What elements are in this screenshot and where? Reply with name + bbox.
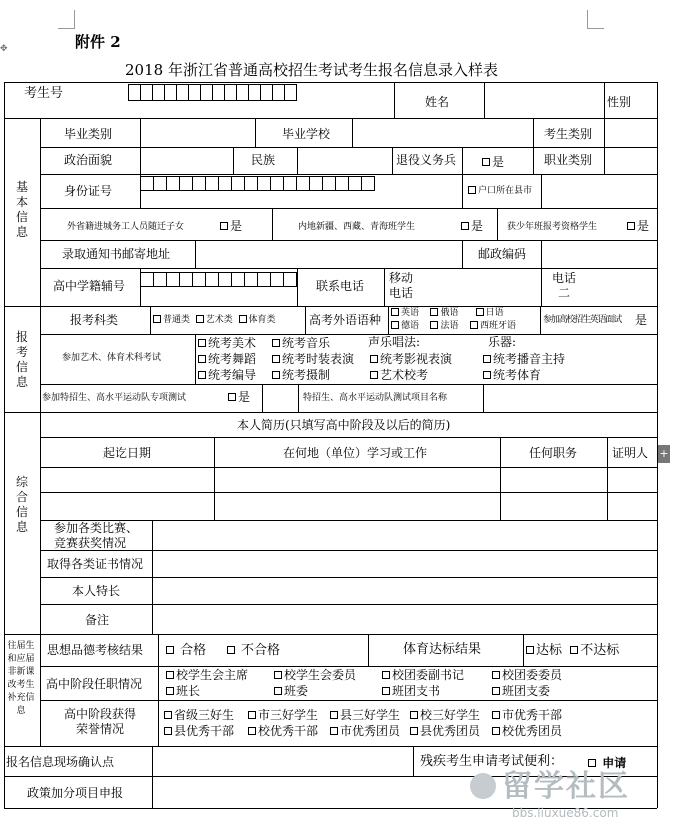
id-digit-box[interactable] — [231, 176, 245, 191]
option-item[interactable]: 校学生会委员 — [274, 667, 382, 683]
opt-minority[interactable]: 是 — [627, 219, 649, 233]
col-position: 任何职务 — [529, 446, 578, 460]
label-foreign-lang: 高考外语语种 — [309, 313, 382, 327]
option-item[interactable]: 市三好学生 — [248, 707, 330, 723]
checkbox-icon[interactable] — [330, 727, 338, 735]
label-postcode: 邮政编码 — [478, 247, 527, 261]
student-digit-box[interactable] — [257, 272, 271, 287]
checkbox-icon[interactable] — [492, 711, 500, 719]
checkbox-icon[interactable] — [248, 727, 256, 735]
option-yishu[interactable]: 艺术类 — [196, 315, 233, 325]
art-col-2[interactable] — [272, 335, 354, 383]
option-item[interactable]: 市优秀团员 — [330, 723, 410, 739]
option-item[interactable]: 班长 — [166, 683, 274, 699]
col-witness: 证明人 — [612, 446, 649, 460]
label-political: 政治面貌 — [64, 153, 113, 167]
checkbox-icon[interactable] — [248, 711, 256, 719]
option-row — [164, 723, 572, 739]
checkbox-icon[interactable] — [166, 687, 174, 695]
opt-special-test[interactable]: 是 — [228, 390, 250, 404]
label-vocal: 声乐唱法: — [368, 335, 421, 349]
checkbox-icon[interactable] — [492, 687, 500, 695]
label-migrant: 外省籍进城务工人员随迁子女 — [67, 222, 185, 232]
label-bonus: 政策加分项目申报 — [27, 786, 124, 800]
checkbox-icon[interactable] — [482, 158, 490, 166]
art-col-3[interactable] — [370, 351, 452, 383]
form-title: 2018 年浙江省普通高校招生考试考生报名信息录入样表 — [125, 61, 498, 79]
moral-options[interactable] — [166, 644, 280, 658]
checkbox-icon[interactable] — [272, 339, 280, 347]
section-basic: 基本信息 — [15, 180, 28, 239]
label-oral-exam: 参加高校招生英语面试 — [543, 315, 622, 325]
option-item[interactable]: 校学生会主席 — [166, 667, 274, 683]
label-positions: 高中阶段任职情况 — [46, 677, 143, 691]
checkbox-icon[interactable] — [627, 222, 635, 230]
label-occupation: 职业类别 — [544, 153, 593, 167]
option-music[interactable]: 统考音乐 — [272, 335, 354, 351]
honors-options[interactable] — [164, 707, 572, 739]
id-digit-box[interactable] — [335, 176, 349, 191]
checkbox-icon[interactable] — [430, 321, 438, 329]
option-english[interactable]: 英语 — [391, 308, 419, 318]
student-digit-box[interactable] — [231, 272, 245, 287]
label-mail-addr: 录取通知书邮寄地址 — [62, 247, 171, 261]
student-digit-box[interactable] — [270, 272, 284, 287]
id-digit-box[interactable] — [140, 176, 154, 191]
label-special-test: 参加特招生、高水平运动队专项测试 — [42, 393, 187, 403]
checkbox-icon[interactable] — [391, 308, 399, 316]
label-competition: 参加各类比赛、竞赛获奖情况 — [54, 521, 139, 550]
lang-options-row2[interactable] — [391, 321, 516, 332]
label-special-name: 特招生、高水平运动队测试项目名称 — [303, 393, 448, 403]
label-instrument: 乐器: — [488, 335, 517, 349]
label-candidate-type: 考生类别 — [544, 127, 593, 141]
checkbox-icon[interactable] — [330, 711, 338, 719]
label-hukou: 户口所在县市 — [468, 186, 532, 197]
option-broadcast[interactable]: 统考播音主持 — [483, 351, 565, 367]
option-pass[interactable]: 合格 — [166, 643, 206, 658]
id-digit-box[interactable] — [296, 176, 310, 191]
id-digit-box[interactable] — [322, 176, 336, 191]
checkbox-icon[interactable] — [410, 727, 418, 735]
label-name: 姓名 — [425, 95, 450, 109]
label-honors: 高中阶段获得荣誉情况 — [64, 707, 137, 736]
id-digit-box[interactable] — [348, 176, 362, 191]
option-acting[interactable]: 统考影视表演 — [370, 351, 452, 367]
label-contact-phone: 联系电话 — [316, 279, 365, 293]
watermark-text: 留学社区 — [502, 769, 630, 804]
checkbox-icon[interactable] — [272, 371, 280, 379]
watermark-url: bbs.liuxue86.com — [512, 806, 619, 820]
checkbox-icon[interactable] — [391, 321, 399, 329]
checkbox-icon[interactable] — [274, 687, 282, 695]
label-fitness: 体育达标结果 — [403, 642, 482, 657]
opt-veteran[interactable]: 是 — [482, 155, 504, 169]
student-digit-box[interactable] — [179, 272, 193, 287]
student-digit-box[interactable] — [283, 272, 297, 287]
col-dates: 起讫日期 — [103, 446, 152, 460]
opt-disabled[interactable]: 申请 — [588, 756, 626, 770]
option-direct[interactable]: 统考编导 — [198, 367, 256, 383]
checkbox-icon[interactable] — [196, 315, 204, 323]
watermark-logo-icon — [470, 773, 496, 799]
option-art[interactable]: 统考美术 — [198, 335, 256, 351]
option-item[interactable]: 校团委委员 — [492, 667, 582, 683]
checkbox-icon[interactable] — [198, 339, 206, 347]
option-fashion[interactable]: 统考时装表演 — [272, 351, 354, 367]
label-apply-type: 报考科类 — [70, 313, 119, 327]
checkbox-icon[interactable] — [483, 371, 491, 379]
checkbox-icon[interactable] — [153, 315, 161, 323]
student-digit-box[interactable] — [205, 272, 219, 287]
id-digit-box[interactable] — [205, 176, 219, 191]
opt-migrant[interactable]: 是 — [220, 219, 242, 233]
option-item[interactable]: 校三好学生 — [410, 707, 492, 723]
label-mobile: 移动电话 — [389, 271, 414, 300]
apply-type-options[interactable] — [153, 315, 276, 326]
option-item[interactable]: 县优秀团员 — [410, 723, 492, 739]
option-row — [164, 707, 572, 723]
option-item[interactable]: 校团委副书记 — [382, 667, 492, 683]
option-sports[interactable]: 统考体育 — [483, 367, 565, 383]
checkbox-icon[interactable] — [492, 727, 500, 735]
crop-mark-right — [587, 10, 604, 29]
exam-digit-box[interactable] — [284, 84, 297, 101]
section-supplement: 往届生和应届非新课改考生补充信息 — [7, 641, 35, 716]
label-ethnicity: 民族 — [251, 153, 276, 167]
id-digit-box[interactable] — [179, 176, 193, 191]
checkbox-icon[interactable] — [239, 315, 247, 323]
option-school-art[interactable]: 艺术校考 — [370, 367, 452, 383]
option-fail[interactable]: 不合格 — [227, 643, 280, 658]
anchor-icon[interactable]: ✥ — [0, 44, 8, 54]
attachment-label: 附件 2 — [75, 33, 121, 51]
checkbox-icon[interactable] — [483, 355, 491, 363]
checkbox-icon[interactable] — [228, 393, 236, 401]
option-spanish[interactable]: 西班牙语 — [470, 321, 516, 331]
option-item[interactable]: 县优秀干部 — [164, 723, 248, 739]
label-art-exam: 参加艺术、体育术科考试 — [62, 353, 162, 363]
label-confirm: 报名信息现场确认点 — [6, 755, 115, 769]
checkbox-icon[interactable] — [220, 222, 228, 230]
checkbox-icon[interactable] — [370, 371, 378, 379]
option-item[interactable]: 校优秀干部 — [248, 723, 330, 739]
checkbox-icon[interactable] — [570, 646, 578, 654]
option-item[interactable]: 班团支委 — [492, 683, 582, 699]
id-digit-box[interactable] — [257, 176, 271, 191]
option-german[interactable]: 德语 — [391, 321, 419, 331]
positions-options[interactable] — [166, 667, 582, 699]
student-digit-box[interactable] — [244, 272, 258, 287]
checkbox-icon[interactable] — [430, 308, 438, 316]
option-item[interactable]: 班团支书 — [382, 683, 492, 699]
id-digit-box[interactable] — [166, 176, 180, 191]
option-tiyu[interactable]: 体育类 — [239, 315, 276, 325]
option-film[interactable]: 统考摄制 — [272, 367, 354, 383]
label-veteran: 退役义务兵 — [396, 153, 457, 167]
checkbox-icon[interactable] — [382, 671, 390, 679]
checkbox-icon[interactable] — [461, 222, 469, 230]
option-row — [166, 683, 582, 699]
fitness-options[interactable] — [526, 644, 619, 658]
id-digit-box[interactable] — [309, 176, 323, 191]
checkbox-icon[interactable] — [410, 711, 418, 719]
id-digit-box[interactable] — [244, 176, 258, 191]
art-col-1[interactable] — [198, 335, 256, 383]
student-digit-box[interactable] — [192, 272, 206, 287]
section-comprehensive: 综合信息 — [15, 475, 28, 534]
label-moral: 思想品德考核结果 — [47, 643, 144, 657]
label-remarks: 备注 — [85, 613, 110, 627]
option-row — [166, 667, 582, 683]
id-digit-box[interactable] — [270, 176, 284, 191]
option-item[interactable]: 班委 — [274, 683, 382, 699]
section-application: 报考信息 — [15, 330, 28, 389]
label-grad-type: 毕业类别 — [64, 127, 113, 141]
option-russian[interactable]: 俄语 — [430, 308, 458, 318]
crop-mark-left — [58, 10, 75, 29]
checkbox-icon[interactable] — [526, 646, 534, 654]
checkbox-icon[interactable] — [476, 308, 484, 316]
student-digit-box[interactable] — [166, 272, 180, 287]
option-item[interactable]: 省级三好生 — [164, 707, 248, 723]
checkbox-icon[interactable] — [492, 671, 500, 679]
checkbox-icon[interactable] — [272, 355, 280, 363]
resume-title: 本人简历(只填写高中阶段及以后的简历) — [237, 418, 451, 432]
lang-options-row1[interactable] — [391, 308, 504, 319]
student-digit-box[interactable] — [140, 272, 154, 287]
label-minority: 获少年班报考资格学生 — [507, 222, 598, 232]
option-japanese[interactable]: 日语 — [476, 308, 504, 318]
checkbox-icon[interactable] — [198, 355, 206, 363]
label-grad-school: 毕业学校 — [282, 127, 331, 141]
label-specialty: 本人特长 — [72, 584, 121, 598]
col-place: 在何地（单位）学习或工作 — [283, 446, 428, 460]
checkbox-icon[interactable] — [164, 711, 172, 719]
label-exam-no: 考生号 — [24, 86, 64, 101]
id-digit-box[interactable] — [218, 176, 232, 191]
checkbox-icon[interactable] — [198, 371, 206, 379]
option-item[interactable]: 县三好学生 — [330, 707, 410, 723]
option-putong[interactable]: 普通类 — [153, 315, 190, 325]
student-digit-box[interactable] — [153, 272, 167, 287]
checkbox-icon[interactable] — [166, 646, 174, 654]
student-digit-box[interactable] — [218, 272, 232, 287]
side-handle-icon[interactable]: + — [658, 445, 670, 463]
option-reach[interactable]: 达标 — [526, 643, 562, 658]
id-digit-box[interactable] — [192, 176, 206, 191]
checkbox-icon[interactable] — [588, 759, 596, 767]
option-french[interactable]: 法语 — [430, 321, 458, 331]
checkbox-icon[interactable] — [166, 671, 174, 679]
checkbox-icon[interactable] — [470, 321, 478, 329]
label-disabled: 残疾考生申请考试便利： — [420, 754, 564, 769]
id-digit-box[interactable] — [153, 176, 167, 191]
label-id-no: 身份证号 — [64, 184, 113, 198]
option-item[interactable]: 校优秀团员 — [492, 723, 572, 739]
checkbox-icon[interactable] — [274, 671, 282, 679]
checkbox-icon[interactable] — [370, 355, 378, 363]
checkbox-icon[interactable] — [164, 727, 172, 735]
opt-xinjiang[interactable]: 是 — [461, 219, 483, 233]
label-xinjiang: 内地新疆、西藏、青海班学生 — [298, 222, 416, 232]
label-student-no: 高中学籍辅号 — [53, 279, 126, 293]
checkbox-icon[interactable] — [227, 646, 235, 654]
id-digit-box[interactable] — [283, 176, 297, 191]
checkbox-icon[interactable] — [468, 186, 476, 194]
option-item[interactable]: 市优秀干部 — [492, 707, 572, 723]
label-certificates: 取得各类证书情况 — [47, 557, 144, 571]
option-not-reach[interactable]: 不达标 — [570, 643, 619, 658]
label-phone2: 电话二 — [551, 271, 576, 300]
opt-oral-exam[interactable]: 是 — [635, 313, 648, 327]
id-digit-box[interactable] — [361, 176, 375, 191]
art-col-4[interactable] — [483, 351, 565, 383]
label-gender: 性别 — [607, 95, 632, 109]
checkbox-icon[interactable] — [382, 687, 390, 695]
option-dance[interactable]: 统考舞蹈 — [198, 351, 256, 367]
